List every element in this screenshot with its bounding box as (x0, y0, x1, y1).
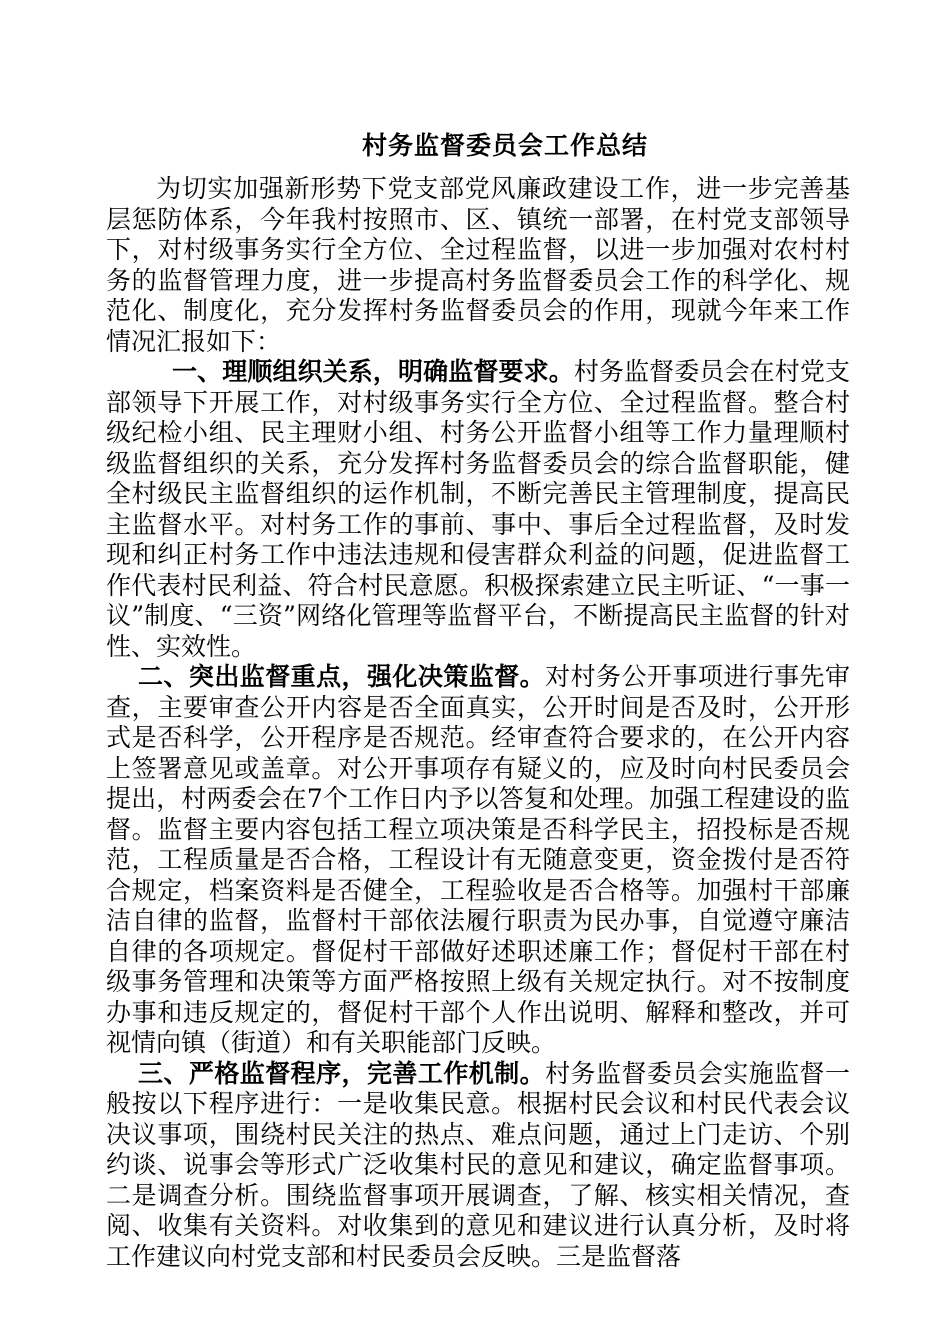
document-title: 村务监督委员会工作总结 (361, 131, 648, 160)
section-1-heading: 一、理顺组织关系，明确监督要求。 (172, 357, 574, 386)
section-1-paragraph (106, 357, 850, 662)
section-3-text: 村务监督委员会实施监督一般按以下程序进行：一是收集民意。根据村民会议和村民代表会议决议事项，围绕村民关注的热点、难点问题，通过上门走访、个别约谈、说事会等形式广泛收集村民的意见和建议，确定监督事项。二是调查分析。围绕监督事项开展调查，了解、核实相关情况，查阅、收集有关资料。对收集到的意见和建议进行认真分析，及时将工作建议向村党支部和村民委员会反映。三是监督落 (106, 1058, 850, 1271)
section-2-paragraph (106, 662, 850, 1059)
section-2-text: 对村务公开事项进行事先审查，主要审查公开内容是否全面真实，公开时间是否及时，公开形式是否科学，公开程序是否规范。经审查符合要求的，在公开内容上签署意见或盖章。对公开事项存有疑义的，应及时向村民委员会提出，村两委会在7个工作日内予以答复和处理。加强工程建设的监督。监督主要内容包括工程立项决策是否科学民主，招投标是否规范，工程质量是否合格，工程设计有无随意变更，资金拨付是否符合规定，档案资料是否健全，工程验收是否合格等。加强村干部廉洁自律的监督，监督村干部依法履行职责为民办事，自觉遵守廉洁自律的各项规定。督促村干部做好述职述廉工作；督促村干部在村级事务管理和决策等方面严格按照上级有关规定执行。对不按制度办事和违反规定的，督促村干部个人作出说明、解释和整改，并可视情向镇（街道）和有关职能部门反映。 (106, 662, 850, 1057)
section-1-text: 村务监督委员会在村党支部领导下开展工作，对村级事务实行全方位、全过程监督。整合村级纪检小组、民主理财小组、村务公开监督小组等工作力量理顺村级监督组织的关系，充分发挥村务监督委员会的综合监督职能，健全村级民主监督组织的运作机制，不断完善民主管理制度，提高民主监督水平。对村务工作的事前、事中、事后全过程监督，及时发现和纠正村务工作中违法违规和侵害群众利益的问题，促进监督工作代表村民利益、符合村民意愿。积极探索建立民主听证、“一事一议”制度、“三资”网络化管理等监督平台，不断提高民主监督的针对性、实效性。 (106, 357, 850, 661)
intro-paragraph: 为切实加强新形势下党支部党风廉政建设工作，进一步完善基层惩防体系，今年我村按照市、区、镇统一部署，在村党支部领导下，对村级事务实行全方位、全过程监督，以进一步加强对农村村务的监督管理力度，进一步提高村务监督委员会工作的科学化、规范化、制度化，充分发挥村务监督委员会的作用，现就今年来工作情况汇报如下： (106, 174, 850, 356)
section-3-paragraph (106, 1059, 850, 1273)
document-body (106, 174, 850, 1272)
section-3-heading: 三、严格监督程序，完善工作机制。 (138, 1058, 546, 1088)
section-2-heading: 二、突出监督重点，强化决策监督。 (138, 662, 546, 691)
